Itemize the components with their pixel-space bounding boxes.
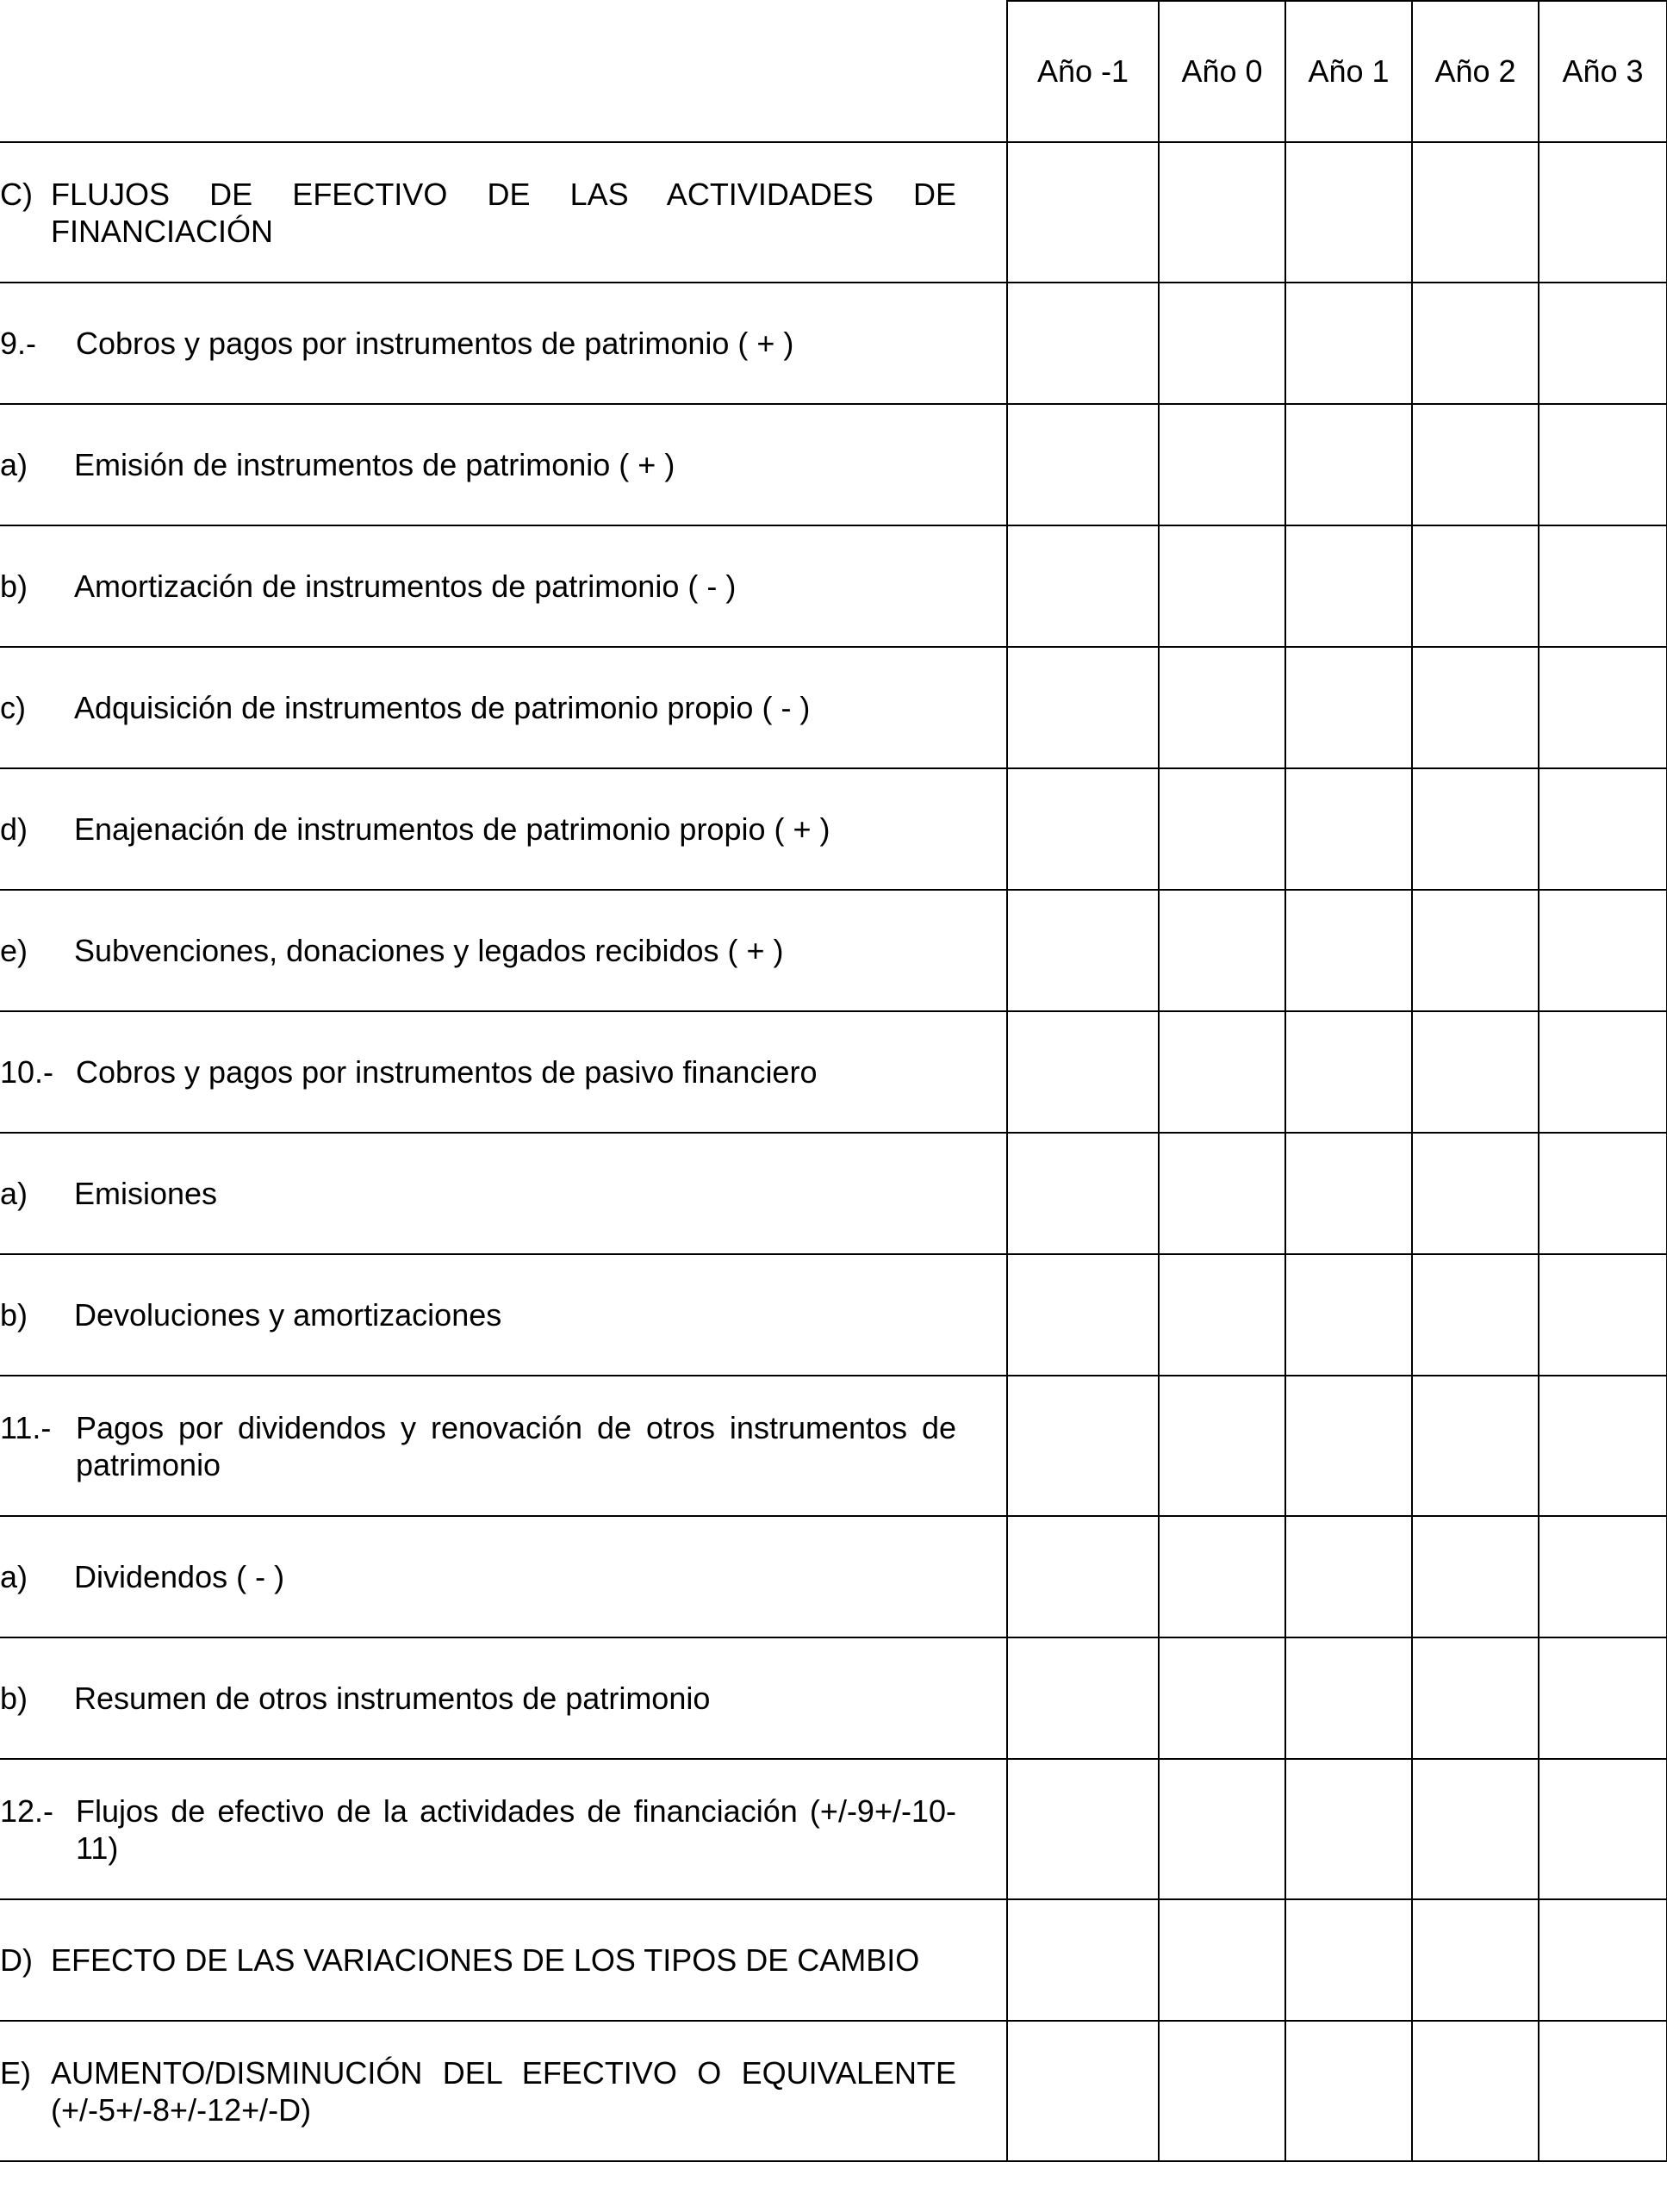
value-cell: [1007, 525, 1159, 647]
value-cell: [1007, 404, 1159, 525]
value-cell: [1285, 404, 1412, 525]
year-header: Año 3: [1539, 1, 1667, 142]
table-row: [0, 1637, 1667, 1759]
value-cell: [1007, 1376, 1159, 1516]
table-row: [0, 768, 1667, 890]
value-cell: [1412, 890, 1539, 1011]
table-row: [0, 404, 1667, 525]
value-cell: [1159, 142, 1285, 283]
value-cell: [1412, 1376, 1539, 1516]
row-text: Cobros y pagos por instrumentos de patrimonio ( + ): [76, 326, 794, 361]
value-cell: [1285, 1759, 1412, 1899]
year-header: Año 2: [1412, 1, 1539, 142]
row-code: b): [0, 1297, 28, 1333]
table-row: [0, 1759, 1667, 1899]
value-cell: [1285, 2021, 1412, 2161]
row-text: Enajenación de instrumentos de patrimonio propio ( + ): [74, 811, 830, 847]
row-label: [0, 1376, 1007, 1516]
value-cell: [1159, 1254, 1285, 1376]
value-cell: [1412, 404, 1539, 525]
value-cell: [1539, 404, 1667, 525]
value-cell: [1285, 1899, 1412, 2021]
value-cell: [1007, 1254, 1159, 1376]
row-text: Cobros y pagos por instrumentos de pasivo financiero: [76, 1054, 818, 1090]
table-row: [0, 1376, 1667, 1516]
row-code: D): [0, 1942, 33, 1978]
value-cell: [1285, 1011, 1412, 1133]
row-text: Resumen de otros instrumentos de patrimonio: [74, 1681, 711, 1716]
value-cell: [1159, 2021, 1285, 2161]
value-cell: [1285, 1516, 1412, 1637]
value-cell: [1285, 890, 1412, 1011]
row-label: [0, 768, 1007, 890]
table-row: [0, 1011, 1667, 1133]
row-label: [0, 890, 1007, 1011]
row-label: [0, 1637, 1007, 1759]
table-row: [0, 1899, 1667, 2021]
table-row: [0, 890, 1667, 1011]
row-text: Amortización de instrumentos de patrimonio ( - ): [74, 569, 737, 604]
value-cell: [1412, 1516, 1539, 1637]
value-cell: [1285, 1637, 1412, 1759]
value-cell: [1007, 2021, 1159, 2161]
row-text: Devoluciones y amortizaciones: [74, 1297, 502, 1333]
row-label: [0, 1011, 1007, 1133]
row-label: [0, 1899, 1007, 2021]
year-header: Año 0: [1159, 1, 1285, 142]
header-blank-cell: [0, 1, 1007, 142]
row-code: d): [0, 811, 28, 847]
value-cell: [1159, 1376, 1285, 1516]
row-code: a): [0, 1559, 28, 1594]
value-cell: [1007, 1516, 1159, 1637]
value-cell: [1412, 1011, 1539, 1133]
row-code: 10.-: [0, 1054, 54, 1090]
value-cell: [1412, 1759, 1539, 1899]
value-cell: [1007, 142, 1159, 283]
value-cell: [1412, 1254, 1539, 1376]
value-cell: [1539, 1516, 1667, 1637]
value-cell: [1159, 890, 1285, 1011]
value-cell: [1159, 768, 1285, 890]
value-cell: [1539, 1899, 1667, 2021]
value-cell: [1412, 647, 1539, 768]
value-cell: [1159, 1899, 1285, 2021]
row-text: Flujos de efectivo de la actividades de financiación (+/-9+/-10-11): [76, 1793, 956, 1866]
value-cell: [1539, 142, 1667, 283]
value-cell: [1007, 1011, 1159, 1133]
value-cell: [1159, 647, 1285, 768]
row-label: [0, 1133, 1007, 1254]
row-code: c): [0, 690, 26, 725]
row-text: Subvenciones, donaciones y legados recibidos ( + ): [74, 933, 784, 968]
value-cell: [1007, 890, 1159, 1011]
value-cell: [1412, 142, 1539, 283]
value-cell: [1007, 1637, 1159, 1759]
value-cell: [1539, 1011, 1667, 1133]
row-code: 9.-: [0, 326, 37, 361]
value-cell: [1159, 1637, 1285, 1759]
value-cell: [1539, 768, 1667, 890]
row-code: e): [0, 933, 28, 968]
value-cell: [1285, 1376, 1412, 1516]
value-cell: [1539, 1637, 1667, 1759]
row-label: [0, 1516, 1007, 1637]
row-text: Emisiones: [74, 1176, 218, 1211]
table-row: [0, 1254, 1667, 1376]
row-label: [0, 1254, 1007, 1376]
value-cell: [1539, 647, 1667, 768]
row-text: Dividendos ( - ): [74, 1559, 285, 1594]
row-label: [0, 404, 1007, 525]
table-row: [0, 142, 1667, 283]
value-cell: [1539, 1376, 1667, 1516]
table-row: [0, 2021, 1667, 2161]
value-cell: [1412, 1637, 1539, 1759]
row-code: b): [0, 1681, 28, 1716]
row-label: [0, 647, 1007, 768]
value-cell: [1159, 1516, 1285, 1637]
value-cell: [1539, 2021, 1667, 2161]
value-cell: [1285, 1133, 1412, 1254]
value-cell: [1007, 1899, 1159, 2021]
value-cell: [1159, 525, 1285, 647]
value-cell: [1007, 1133, 1159, 1254]
value-cell: [1007, 283, 1159, 404]
table-row: [0, 525, 1667, 647]
row-text: AUMENTO/DISMINUCIÓN DEL EFECTIVO O EQUIVALENTE (+/-5+/-8+/-12+/-D): [51, 2054, 956, 2128]
value-cell: [1007, 1759, 1159, 1899]
year-header: Año -1: [1007, 1, 1159, 142]
value-cell: [1285, 283, 1412, 404]
value-cell: [1007, 647, 1159, 768]
table-row: [0, 1133, 1667, 1254]
header-row: [0, 1, 1667, 142]
value-cell: [1412, 525, 1539, 647]
row-code: 12.-: [0, 1793, 54, 1829]
row-code: 11.-: [0, 1409, 52, 1445]
row-text: EFECTO DE LAS VARIACIONES DE LOS TIPOS DE CAMBIO: [51, 1942, 920, 1978]
value-cell: [1159, 1759, 1285, 1899]
row-code: a): [0, 1176, 28, 1211]
value-cell: [1412, 2021, 1539, 2161]
value-cell: [1159, 1133, 1285, 1254]
value-cell: [1285, 647, 1412, 768]
table-row: [0, 1516, 1667, 1637]
table-row: [0, 283, 1667, 404]
value-cell: [1539, 283, 1667, 404]
value-cell: [1412, 768, 1539, 890]
value-cell: [1285, 1254, 1412, 1376]
value-cell: [1285, 525, 1412, 647]
row-label: [0, 142, 1007, 283]
row-text: FLUJOS DE EFECTIVO DE LAS ACTIVIDADES DE FINANCIACIÓN: [51, 176, 956, 249]
value-cell: [1159, 1011, 1285, 1133]
year-header: Año 1: [1285, 1, 1412, 142]
value-cell: [1285, 142, 1412, 283]
value-cell: [1539, 525, 1667, 647]
table-row: [0, 647, 1667, 768]
value-cell: [1159, 404, 1285, 525]
row-text: Pagos por dividendos y renovación de otros instrumentos de patrimonio: [76, 1409, 956, 1482]
row-label: [0, 1759, 1007, 1899]
row-text: Emisión de instrumentos de patrimonio ( + ): [74, 447, 675, 482]
value-cell: [1539, 1759, 1667, 1899]
value-cell: [1412, 1899, 1539, 2021]
value-cell: [1007, 768, 1159, 890]
value-cell: [1539, 1133, 1667, 1254]
row-text: Adquisición de instrumentos de patrimonio propio ( - ): [74, 690, 811, 725]
row-code: b): [0, 569, 28, 604]
row-code: a): [0, 447, 28, 482]
value-cell: [1412, 1133, 1539, 1254]
row-label: [0, 525, 1007, 647]
row-code: C): [0, 176, 33, 212]
value-cell: [1285, 768, 1412, 890]
value-cell: [1412, 283, 1539, 404]
row-label: [0, 283, 1007, 404]
row-code: E): [0, 2054, 31, 2091]
value-cell: [1539, 890, 1667, 1011]
value-cell: [1539, 1254, 1667, 1376]
row-label: [0, 2021, 1007, 2161]
value-cell: [1159, 283, 1285, 404]
